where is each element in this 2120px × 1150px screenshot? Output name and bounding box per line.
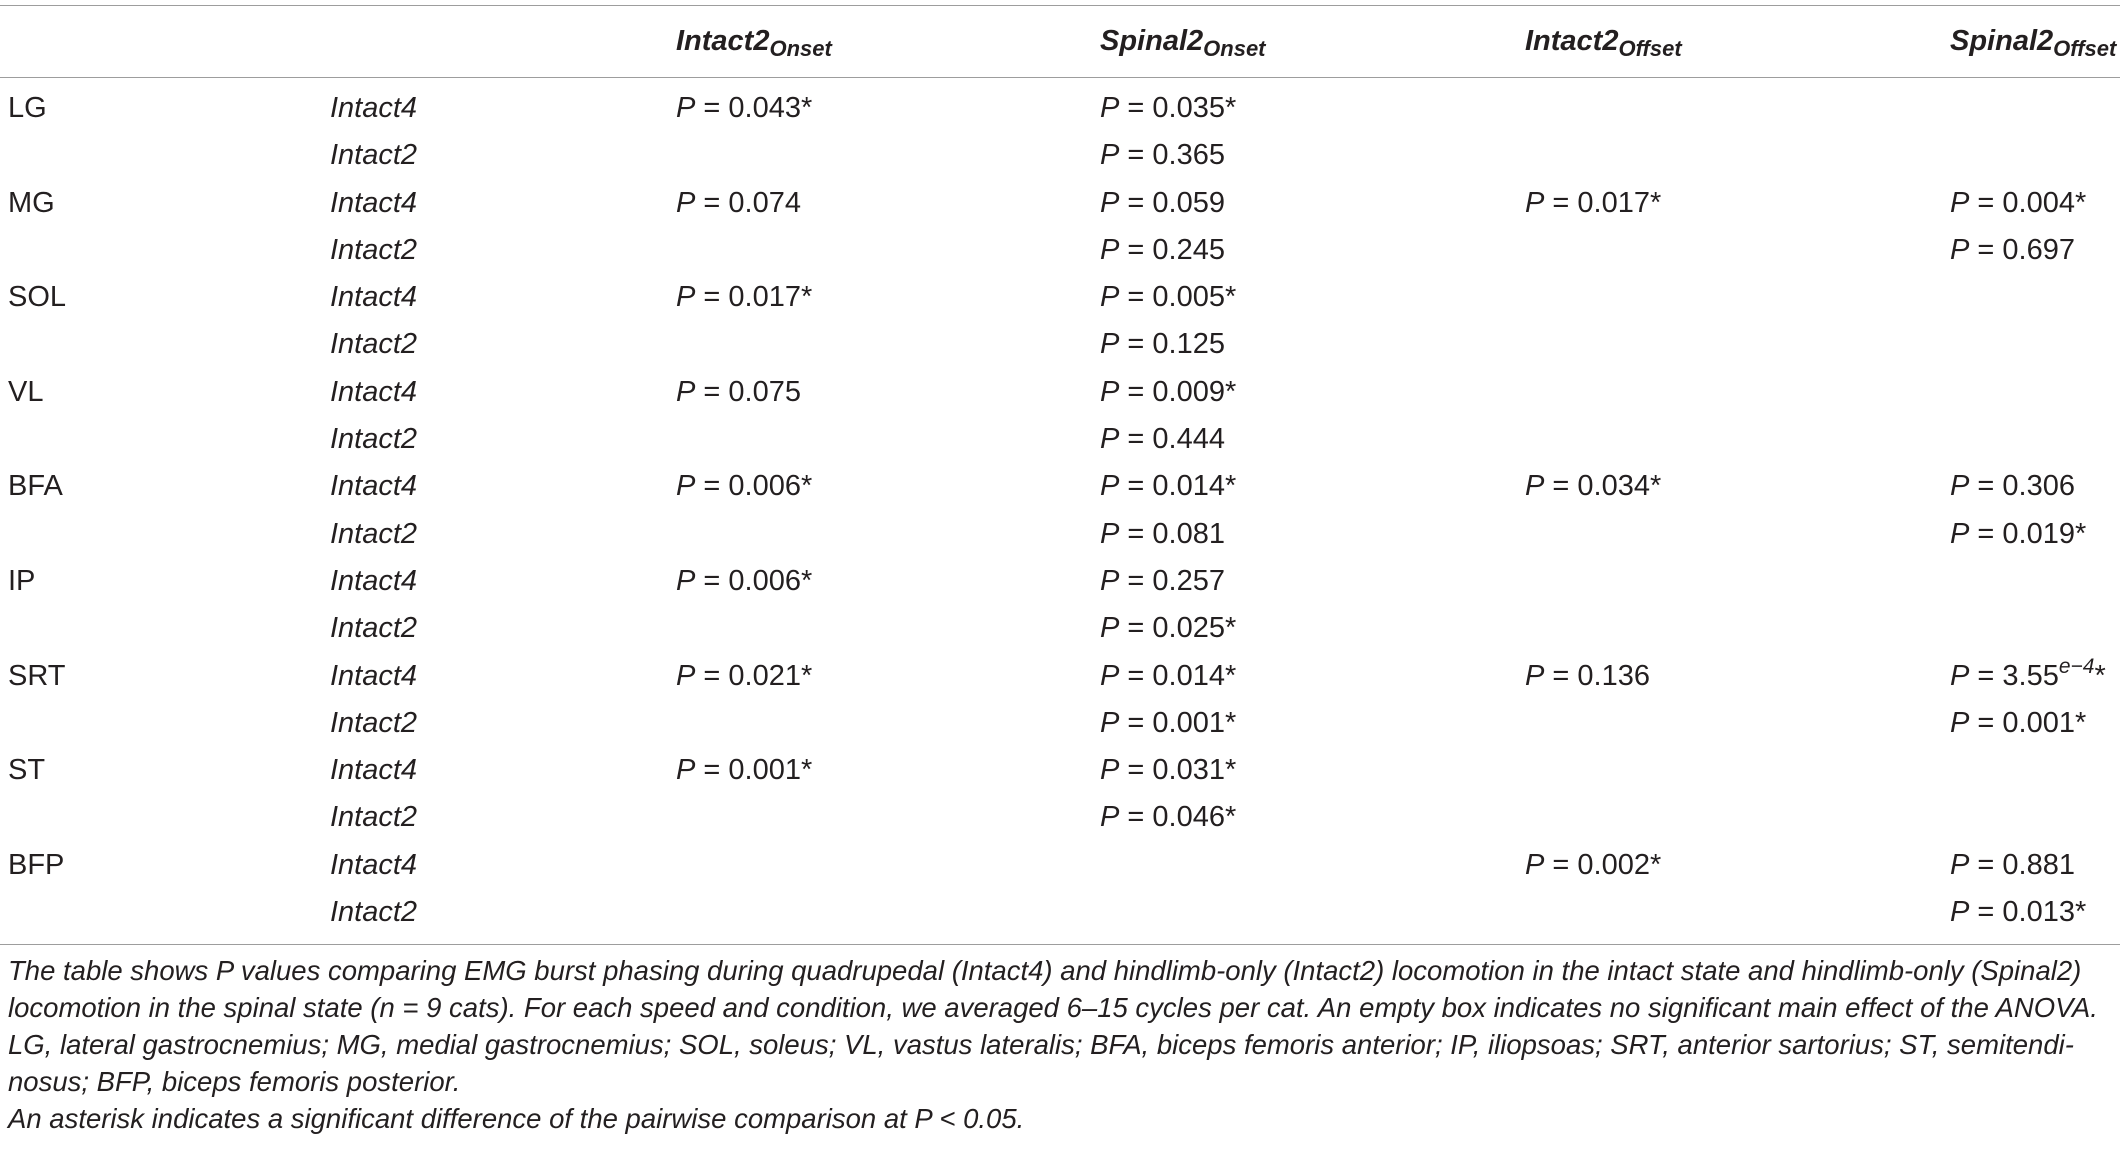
cell-intact2-onset (676, 794, 1100, 841)
p-value: P = 0.001* (1100, 706, 1237, 739)
cell-intact2-offset (1525, 889, 1950, 945)
cell-condition: Intact2 (330, 328, 418, 361)
p-value: P = 0.006* (676, 564, 813, 597)
table-row (0, 227, 2120, 274)
p-value: P = 0.009* (1100, 375, 1237, 408)
p-value: P = 0.005* (1100, 281, 1237, 314)
cell-spinal2-onset (1100, 274, 1525, 321)
p-value: P = 0.245 (1100, 233, 1225, 266)
cell-spinal2-offset (1950, 794, 2120, 841)
table-row (0, 605, 2120, 652)
cell-intact2-offset (1525, 227, 1950, 274)
cell-condition: Intact4 (330, 186, 418, 219)
cell-spinal2-onset (1100, 78, 1525, 133)
cell-spinal2-onset (1100, 416, 1525, 463)
cell-muscle: SOL (8, 281, 67, 314)
p-value: P = 0.013* (1950, 896, 2087, 929)
cell-spinal2-offset (1950, 463, 2120, 510)
cell-intact2-offset (1525, 700, 1950, 747)
cell-condition: Intact4 (330, 848, 418, 881)
p-value: P = 0.017* (1525, 186, 1662, 219)
table-row (0, 463, 2120, 510)
cell-intact2-offset (1525, 416, 1950, 463)
p-value: P = 0.074 (676, 186, 801, 219)
cell-spinal2-onset (1100, 511, 1525, 558)
cell-spinal2-onset (1100, 747, 1525, 794)
cell-spinal2-offset (1950, 321, 2120, 368)
cell-spinal2-offset (1950, 369, 2120, 416)
footnote-asterisk-note: An asterisk indicates a significant difference of the pairwise comparison at P < 0.05. (8, 1103, 1025, 1134)
header-intact2-onset (676, 6, 1100, 78)
cell-muscle (0, 227, 330, 274)
cell-muscle (0, 132, 330, 179)
cell-intact2-onset (676, 605, 1100, 652)
cell-spinal2-onset (1100, 653, 1525, 700)
header-intact2-onset-sub: Onset (769, 35, 832, 61)
cell-spinal2-offset (1950, 416, 2120, 463)
table-row (0, 794, 2120, 841)
table-row (0, 274, 2120, 321)
table-row (0, 369, 2120, 416)
cell-spinal2-onset (1100, 180, 1525, 227)
cell-intact2-onset (676, 132, 1100, 179)
cell-condition: Intact4 (330, 564, 418, 597)
cell-intact2-offset (1525, 605, 1950, 652)
cell-spinal2-onset (1100, 889, 1525, 945)
header-intact2-offset-base: Intact2 (1525, 24, 1619, 57)
cell-condition: Intact4 (330, 92, 418, 124)
cell-spinal2-offset (1950, 78, 2120, 133)
cell-condition: Intact2 (330, 233, 418, 266)
cell-intact2-offset (1525, 463, 1950, 510)
cell-muscle: BFP (8, 848, 65, 881)
p-value: P = 0.014* (1100, 659, 1237, 692)
cell-spinal2-onset (1100, 321, 1525, 368)
cell-intact2-onset (676, 369, 1100, 416)
cell-condition: Intact2 (330, 423, 418, 456)
cell-intact2-offset (1525, 794, 1950, 841)
table-row (0, 700, 2120, 747)
cell-muscle (0, 321, 330, 368)
cell-spinal2-offset (1950, 747, 2120, 794)
cell-intact2-onset (676, 558, 1100, 605)
header-row (0, 6, 2120, 78)
cell-intact2-offset (1525, 274, 1950, 321)
cell-intact2-offset (1525, 842, 1950, 889)
p-value: P = 0.006* (676, 470, 813, 503)
table-header (0, 6, 2120, 78)
cell-muscle (0, 889, 330, 945)
p-value: P = 0.043* (676, 92, 813, 124)
table-row (0, 747, 2120, 794)
p-value: P = 0.136 (1525, 659, 1650, 692)
cell-condition: Intact4 (330, 375, 418, 408)
cell-muscle (0, 794, 330, 841)
p-value-table (0, 5, 2120, 945)
cell-muscle: ST (8, 754, 46, 787)
header-muscle (0, 6, 330, 78)
header-spinal2-offset (1950, 6, 2120, 78)
cell-condition: Intact2 (330, 517, 418, 550)
cell-muscle: LG (8, 92, 47, 124)
cell-spinal2-offset (1950, 889, 2120, 945)
cell-condition: Intact4 (330, 281, 418, 314)
cell-spinal2-onset (1100, 227, 1525, 274)
cell-spinal2-onset (1100, 605, 1525, 652)
p-value: P = 0.444 (1100, 423, 1225, 456)
cell-intact2-onset (676, 321, 1100, 368)
footnote-description: The table shows P values comparing EMG burst phasing during quadrupedal (Intact4) and hindlimb-only (Intact2) locomotion in the intact state and hindlimb-only (Spinal2) locomotion in the spinal state (n = 9 cats). For each speed and condition, we averaged 6–15 cycles per cat. An empty box indicates no significant main effect of the ANOVA. LG, lateral gastrocnemius; MG, medial gastrocnemius; SOL, soleus; VL, vastus lateralis; BFA, biceps femoris anterior; IP, iliopsoas; SRT, anterior sartorius; ST, semitendi-nosus; BFP, biceps femoris posterior. (8, 955, 2098, 1097)
cell-muscle: IP (8, 564, 36, 597)
p-value: P = 0.031* (1100, 754, 1237, 787)
table-row (0, 653, 2120, 700)
cell-spinal2-onset (1100, 132, 1525, 179)
cell-spinal2-offset (1950, 558, 2120, 605)
p-value: P = 0.365 (1100, 139, 1225, 172)
header-intact2-offset-sub: Offset (1618, 35, 1682, 61)
cell-condition: Intact2 (330, 139, 418, 172)
p-value: P = 0.014* (1100, 470, 1237, 503)
cell-spinal2-offset (1950, 605, 2120, 652)
table-row (0, 889, 2120, 945)
table-row (0, 78, 2120, 133)
p-value: P = 0.081 (1100, 517, 1225, 550)
cell-condition: Intact4 (330, 470, 418, 503)
cell-intact2-offset (1525, 511, 1950, 558)
p-value: P = 0.025* (1100, 612, 1237, 645)
cell-spinal2-onset (1100, 794, 1525, 841)
cell-intact2-onset (676, 416, 1100, 463)
p-value: P = 0.004* (1950, 186, 2087, 219)
cell-condition: Intact2 (330, 889, 676, 945)
header-spinal2-onset (1100, 6, 1525, 78)
table-row (0, 842, 2120, 889)
cell-intact2-offset (1525, 747, 1950, 794)
cell-spinal2-offset (1950, 511, 2120, 558)
cell-spinal2-offset (1950, 132, 2120, 179)
p-value: P = 0.021* (676, 659, 813, 692)
cell-muscle (0, 511, 330, 558)
cell-intact2-onset (676, 274, 1100, 321)
header-spinal2-offset-sub: Offset (2053, 35, 2117, 61)
p-value: P = 0.125 (1100, 328, 1225, 361)
cell-condition: Intact2 (330, 612, 418, 645)
p-value: P = 0.306 (1950, 470, 2075, 503)
table-row (0, 416, 2120, 463)
header-spinal2-offset-base: Spinal2 (1950, 24, 2054, 57)
p-value: P = 0.035* (1100, 92, 1237, 124)
exponent: e−4 (2058, 654, 2095, 678)
p-value: P = 0.881 (1950, 848, 2075, 881)
cell-muscle (0, 605, 330, 652)
p-value: P = 0.075 (676, 375, 801, 408)
cell-intact2-offset (1525, 78, 1950, 133)
cell-muscle (0, 416, 330, 463)
cell-spinal2-onset (1100, 463, 1525, 510)
cell-intact2-onset (676, 653, 1100, 700)
cell-spinal2-offset (1950, 653, 2120, 700)
table-row (0, 321, 2120, 368)
cell-intact2-onset (676, 747, 1100, 794)
cell-intact2-onset (676, 842, 1100, 889)
cell-spinal2-offset (1950, 180, 2120, 227)
header-spinal2-onset-base: Spinal2 (1100, 24, 1204, 57)
cell-intact2-offset (1525, 132, 1950, 179)
cell-intact2-offset (1525, 180, 1950, 227)
p-value: P = 0.697 (1950, 233, 2075, 266)
p-value: P = 0.046* (1100, 801, 1237, 834)
cell-spinal2-onset (1100, 842, 1525, 889)
p-value: P = 0.059 (1100, 186, 1225, 219)
p-value: P = 0.017* (676, 281, 813, 314)
cell-spinal2-offset (1950, 700, 2120, 747)
p-value: P = 0.001* (676, 754, 813, 787)
p-value: $P = 3.55^{e-4}*$ (1950, 654, 2106, 692)
cell-spinal2-onset (1100, 558, 1525, 605)
cell-intact2-offset (1525, 369, 1950, 416)
cell-condition: Intact2 (330, 801, 418, 834)
p-value: P = 0.001* (1950, 706, 2087, 739)
header-intact2-offset (1525, 6, 1950, 78)
cell-intact2-offset (1525, 653, 1950, 700)
cell-intact2-onset (676, 700, 1100, 747)
cell-condition: Intact4 (330, 659, 418, 692)
cell-condition: Intact2 (330, 706, 418, 739)
cell-intact2-onset (676, 511, 1100, 558)
cell-condition: Intact4 (330, 754, 418, 787)
cell-intact2-onset (676, 463, 1100, 510)
cell-muscle: VL (8, 375, 44, 408)
cell-muscle: BFA (8, 470, 63, 503)
cell-muscle: SRT (8, 659, 66, 692)
cell-muscle: MG (8, 186, 55, 219)
cell-intact2-offset (1525, 558, 1950, 605)
p-value: P = 0.034* (1525, 470, 1662, 503)
table-row (0, 558, 2120, 605)
cell-spinal2-offset (1950, 842, 2120, 889)
cell-intact2-onset (676, 180, 1100, 227)
cell-intact2-onset (676, 889, 1100, 945)
cell-spinal2-offset (1950, 274, 2120, 321)
table-body (0, 78, 2120, 945)
cell-muscle (0, 700, 330, 747)
cell-spinal2-onset (1100, 700, 1525, 747)
p-value: P = 0.019* (1950, 517, 2087, 550)
p-value: P = 0.257 (1100, 564, 1225, 597)
header-intact2-onset-base: Intact2 (676, 24, 770, 57)
table-row (0, 180, 2120, 227)
cell-spinal2-offset (1950, 227, 2120, 274)
header-spinal2-onset-sub: Onset (1203, 35, 1266, 61)
cell-intact2-offset (1525, 321, 1950, 368)
table-row (0, 511, 2120, 558)
header-condition (330, 6, 676, 78)
table-row (0, 132, 2120, 179)
table-footnote (8, 952, 2108, 1137)
cell-intact2-onset (676, 227, 1100, 274)
p-value: P = 0.002* (1525, 848, 1662, 881)
cell-intact2-onset (676, 78, 1100, 133)
cell-spinal2-onset (1100, 369, 1525, 416)
